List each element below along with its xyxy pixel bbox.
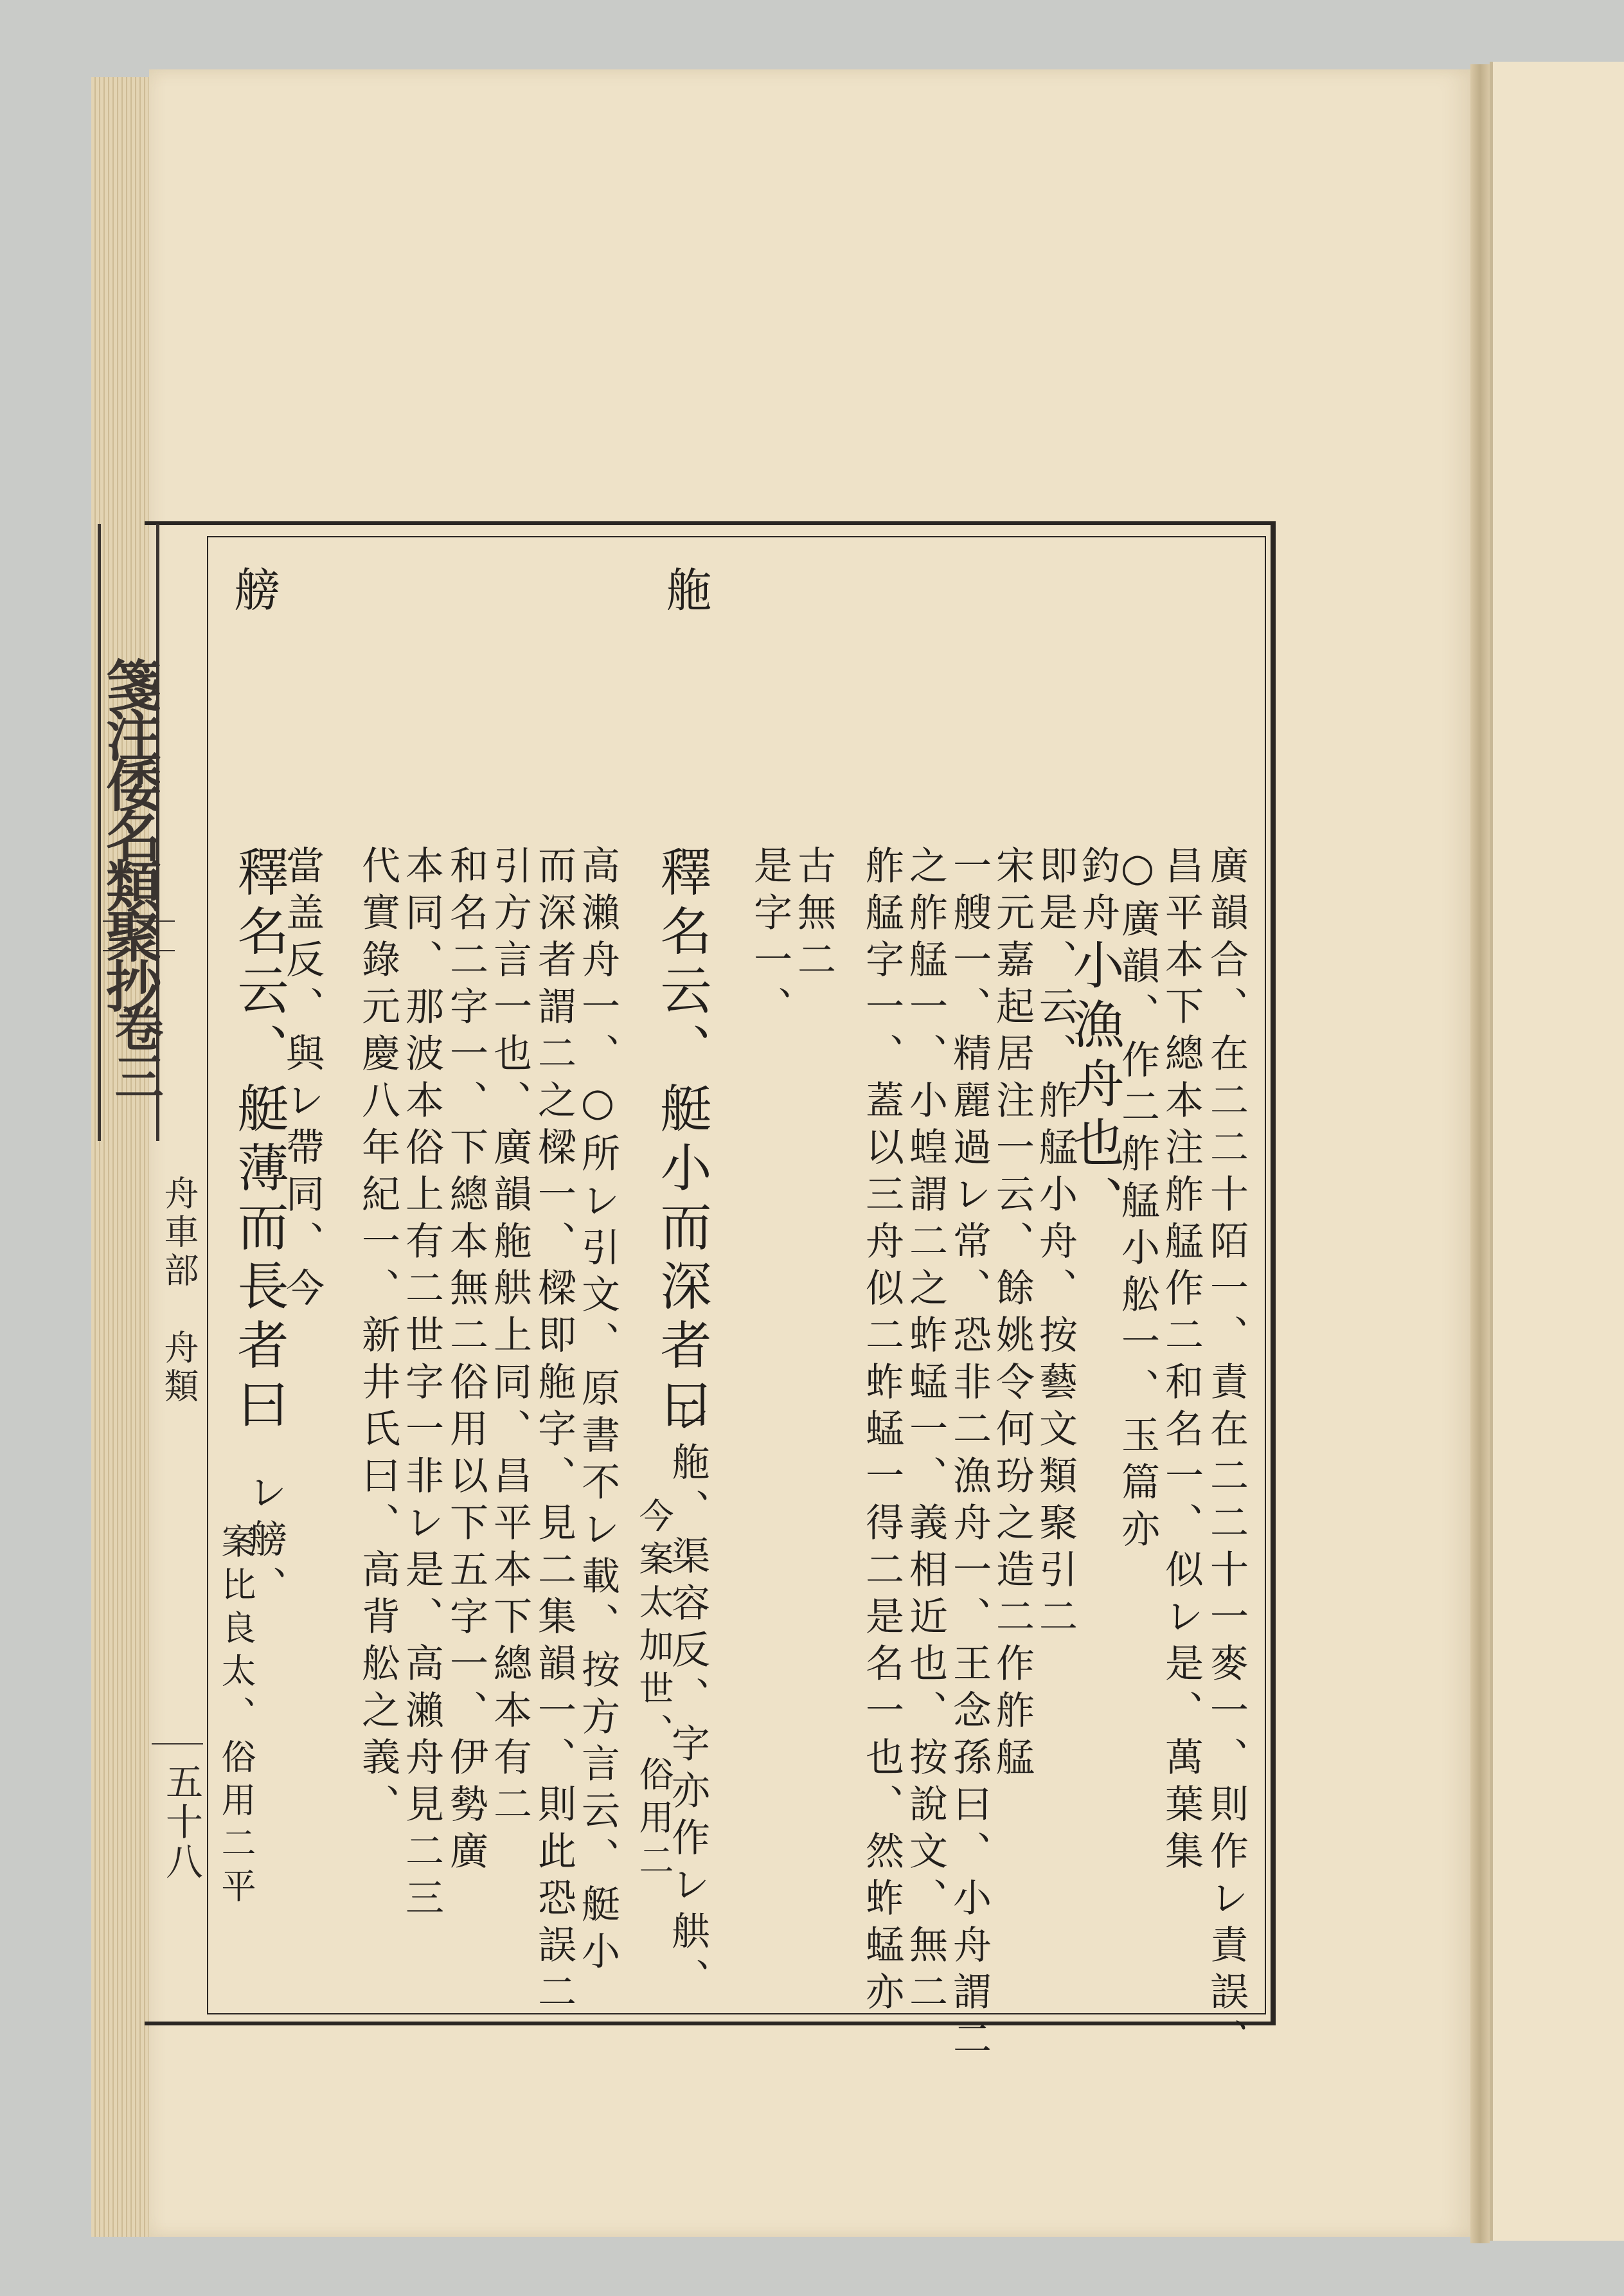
number-rule	[152, 1743, 203, 1744]
page-edges	[91, 77, 153, 2237]
text-column-19: 案比良太、俗用二平	[216, 1523, 256, 1911]
text-column-2: 昌平本下總本注舴艋作二和名一、似レ是、萬葉集	[1159, 845, 1204, 1878]
text-column-18c: レ艕、	[242, 1472, 287, 1613]
text-column-8: 舴艋字一、蓋以三舟似二蚱蜢一得二是名一也、然蚱蜢亦	[859, 845, 904, 2018]
title-rule	[103, 920, 175, 922]
text-column-11b: レ䑨、渠容反、字亦作レ舼、	[665, 1395, 710, 2005]
text-column-4: 即是、云、舴艋小舟、按藝文類聚引二	[1033, 845, 1078, 1643]
section-label: 舟車部 舟類	[159, 1175, 199, 1406]
text-column-18: 釋名云、艇薄而長者曰	[229, 845, 289, 1437]
heading-2: 艕	[226, 566, 280, 612]
text-column-6: 一艘一、精麗過レ常、恐非二漁舟一、王念孫曰、小舟謂二	[947, 845, 992, 2065]
volume-label: 卷三	[107, 1003, 164, 1100]
text-column-12: 高瀨舟一、○所レ引文、原書不レ載、按方言云、艇小	[575, 845, 620, 1978]
title-rule	[103, 950, 175, 951]
text-column-1: 廣韻合、在二二十陌一、責在二二十一麥一、則作レ責誤、	[1204, 845, 1249, 2065]
text-column-5: 宋元嘉起居注一云、餘姚令何玢之造二作舴艋	[990, 845, 1035, 1784]
text-column-3b: 小漁舟也、	[1064, 938, 1124, 1234]
text-column-3a: 釣舟	[1075, 845, 1120, 939]
text-column-17: 代實錄元慶八年紀一、新井氏曰、高背舩之義、	[355, 845, 400, 1831]
binding-gutter	[1470, 64, 1490, 2243]
heading-1: 䑨	[658, 566, 712, 612]
text-column-9: 古無二	[791, 845, 836, 986]
text-column-18b: 當盖反、與レ帶同、今	[280, 845, 325, 1314]
text-column-3: ○廣韻、作二舴艋小舩一、玉篇亦	[1115, 845, 1160, 1556]
text-column-13: 而深者謂二之樑一、樑即䑨字、見二集韻一、則此恐誤二	[531, 845, 576, 2018]
text-column-11: 釋名云、艇小而深者曰	[652, 845, 711, 1437]
book-title-text: 箋注倭名類聚抄	[96, 657, 161, 1008]
text-column-10: 是字一、	[747, 845, 792, 1033]
text-column-15: 和名二字一、下總本無二俗用以下五字一、伊勢廣	[443, 845, 488, 1878]
facing-page	[1490, 62, 1624, 2241]
text-column-7: 之舴艋一、小蝗謂二之蚱蜢一、義相近也、按說文、無二	[903, 845, 948, 2018]
text-column-11c: 今案太加世、俗用二	[634, 1498, 674, 1885]
page-number: 五十八	[159, 1762, 203, 1882]
text-column-14: 引方言一也、廣韻䑨舼上同、昌平本下總本有二	[487, 845, 532, 1831]
text-column-16: 本同、那波本俗上有二世字一非レ是、高瀨舟見二三	[399, 845, 444, 1924]
